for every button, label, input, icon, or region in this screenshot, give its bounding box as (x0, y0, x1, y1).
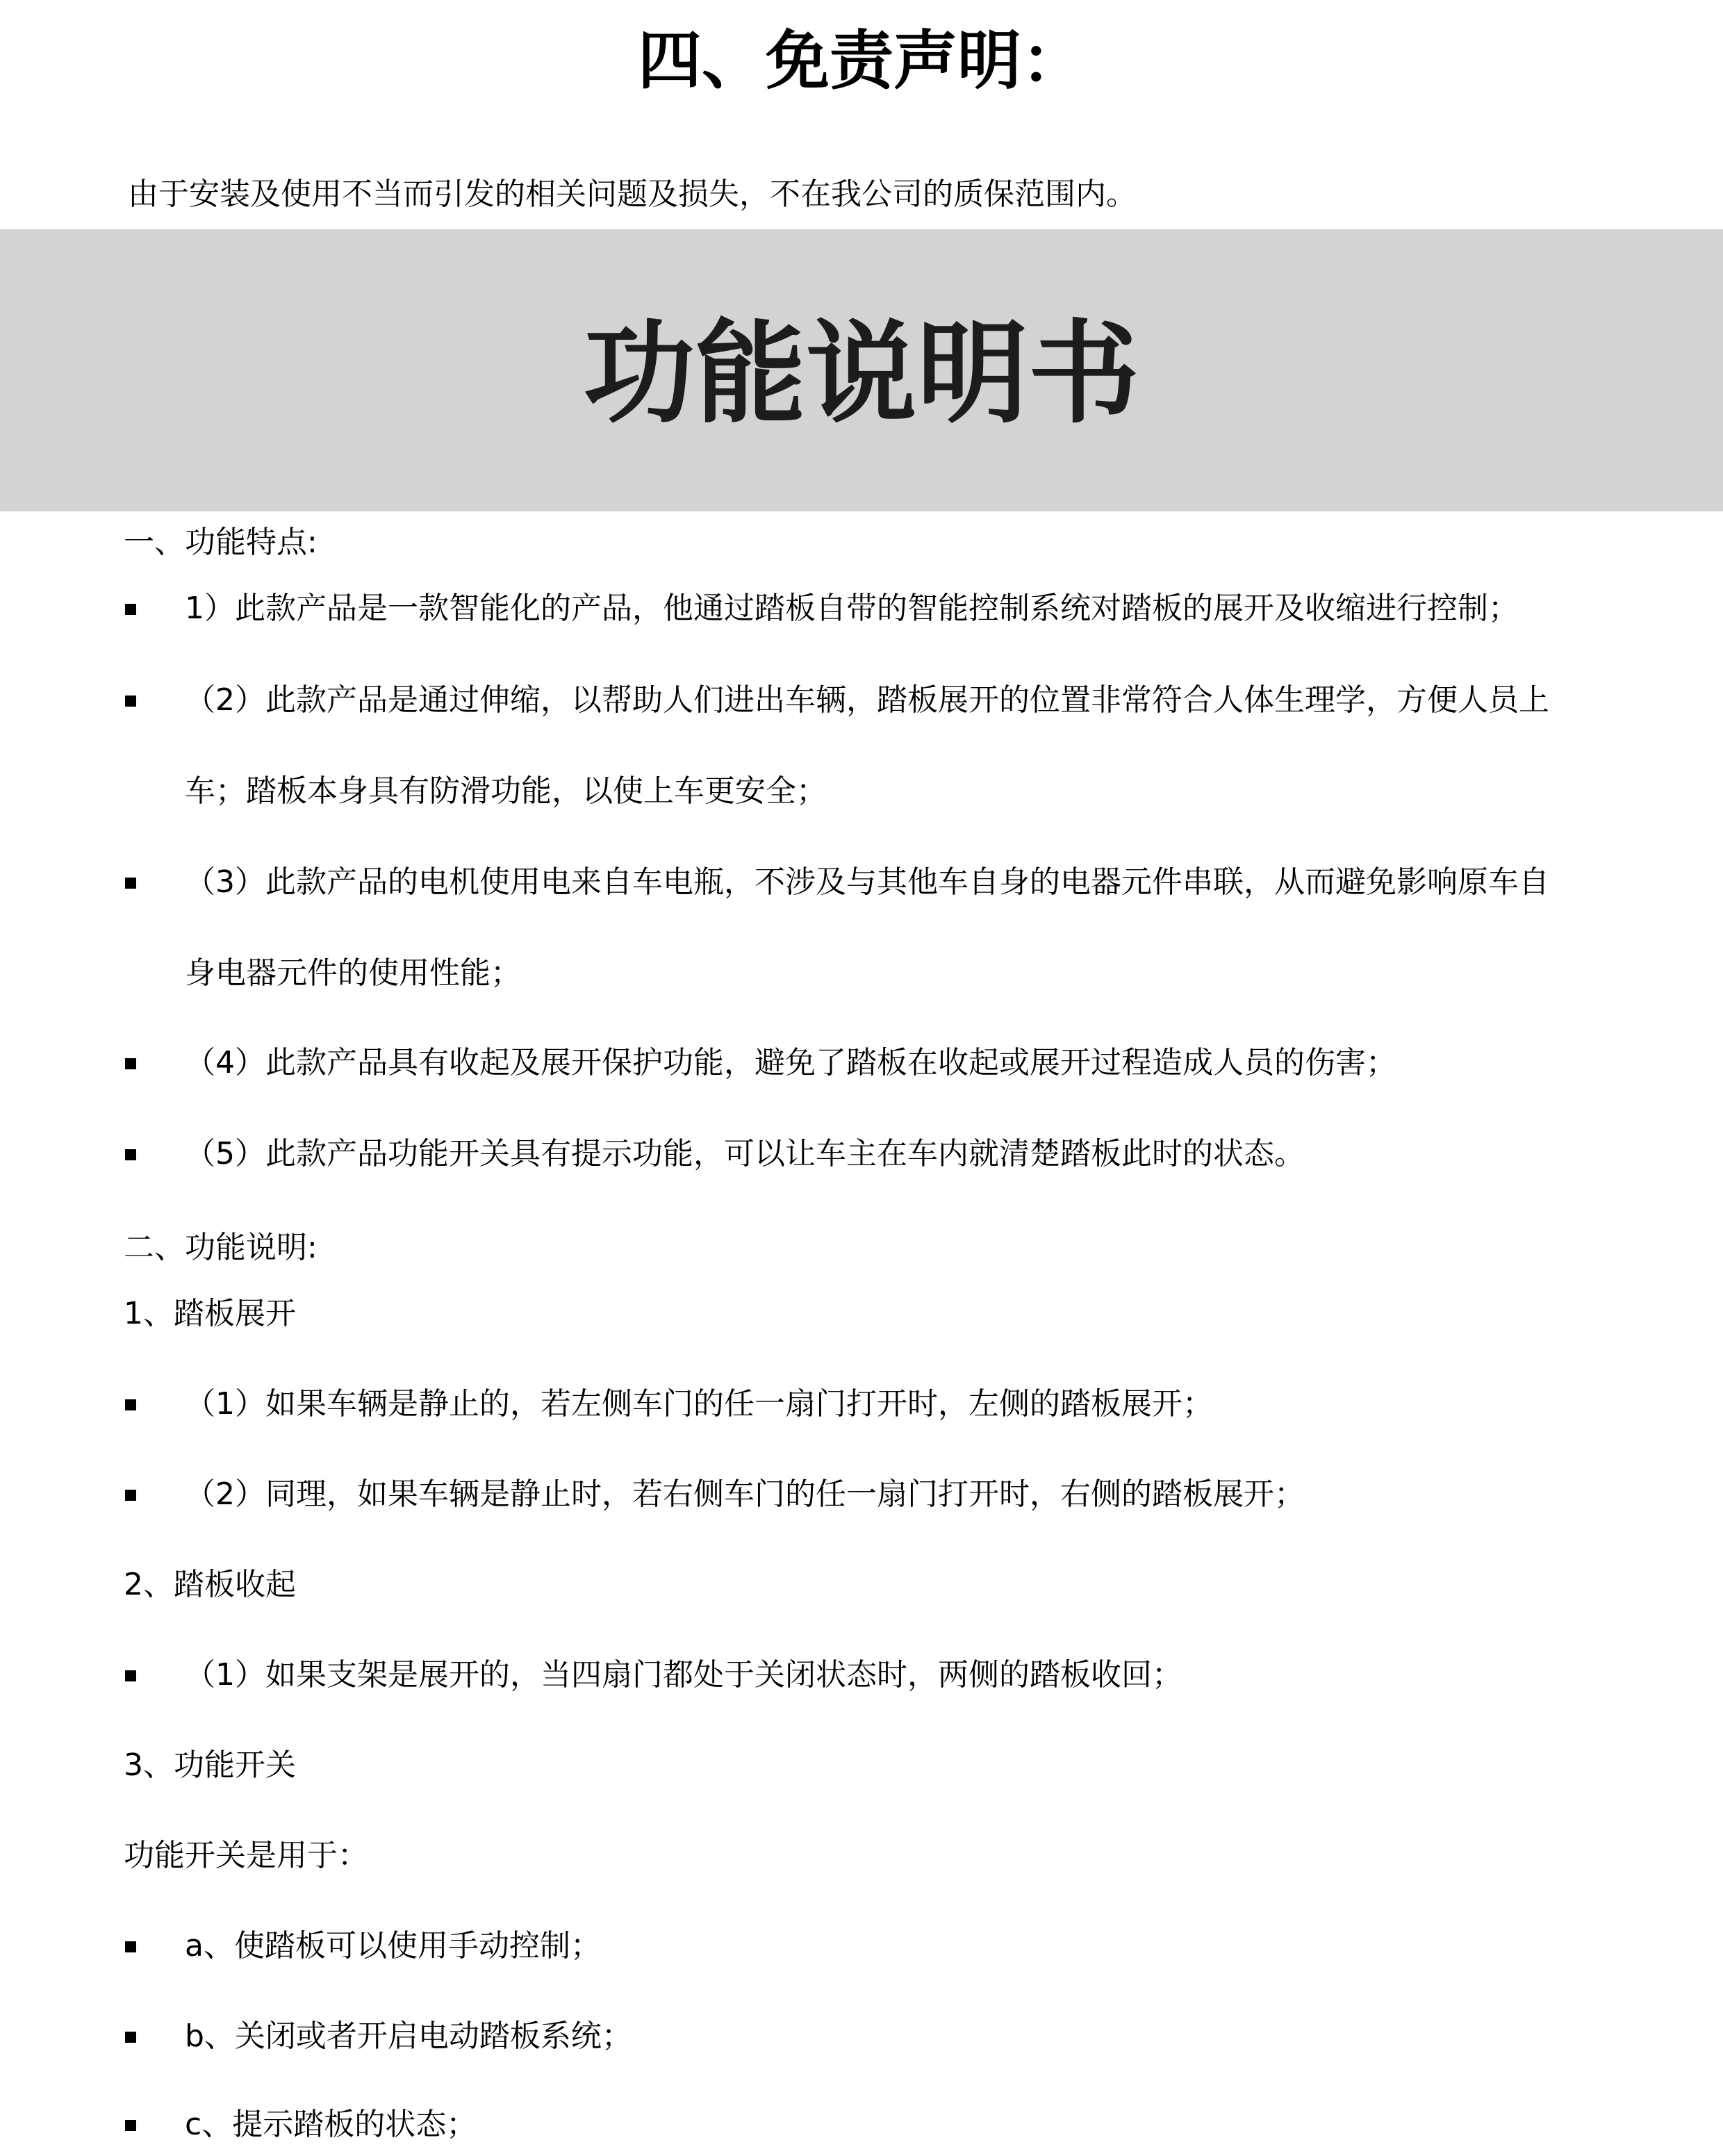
list-item (0, 669, 1723, 732)
list-item-text: （4）此款产品具有收起及展开保护功能，避免了踏板在收起或展开过程造成人员的伤害； (185, 1045, 1396, 1080)
list-item-text: （5）此款产品功能开关具有提示功能，可以让车主在车内就清楚踏板此时的状态。 (185, 1136, 1305, 1171)
list-item-text: （2）同理，如果车辆是静止时，若右侧车门的任一扇门打开时，右侧的踏板展开； (185, 1476, 1305, 1512)
title-banner (0, 229, 1723, 511)
list-item (0, 2005, 1723, 2068)
banner-title: 功能说明书 (583, 308, 1139, 438)
square-bullet-icon (125, 2032, 136, 2043)
list-item (0, 1644, 1723, 1706)
list-item-text: （3）此款产品的电机使用电来自车电瓶，不涉及与其他车自身的电器元件串联，从而避免影响原车自 (185, 864, 1549, 900)
list-item-text: c、提示踏板的状态； (185, 2107, 477, 2142)
list-item (0, 1463, 1723, 1526)
list-item (0, 1373, 1723, 1435)
section-title: 2、踏板收起 (124, 1567, 296, 1602)
list-item-text: 车；踏板本身具有防滑功能，以使上车更安全； (185, 773, 827, 809)
section-intro: 功能开关是用于： (124, 1838, 368, 1873)
list-item-text: 身电器元件的使用性能； (185, 955, 521, 991)
list-item-text: （2）此款产品是通过伸缩，以帮助人们进出车辆，踏板展开的位置非常符合人体生理学，方便人员上 (185, 682, 1549, 718)
square-bullet-icon (125, 2120, 136, 2131)
square-bullet-icon (125, 1941, 136, 1952)
square-bullet-icon (125, 696, 136, 707)
square-bullet-icon (125, 604, 136, 615)
list-item (0, 1123, 1723, 1185)
list-item-continuation (0, 760, 1723, 823)
list-item-text: （1）如果支架是展开的，当四扇门都处于关闭状态时，两侧的踏板收回； (185, 1657, 1182, 1693)
square-bullet-icon (125, 878, 136, 889)
list-item-text: 1）此款产品是一款智能化的产品，他通过踏板自带的智能控制系统对踏板的展开及收缩进行控制； (185, 591, 1519, 626)
section-title: 1、踏板展开 (124, 1296, 296, 1331)
list-item (0, 2093, 1723, 2156)
features-heading: 一、功能特点: (124, 525, 318, 560)
list-item (0, 851, 1723, 914)
square-bullet-icon (125, 1670, 136, 1681)
list-item (0, 1032, 1723, 1094)
disclaimer-text: 由于安装及使用不当而引发的相关问题及损失，不在我公司的质保范围内。 (128, 176, 1137, 212)
disclaimer-title: 四、免责声明： (637, 24, 1085, 98)
list-item-text: （1）如果车辆是静止的，若左侧车门的任一扇门打开时，左侧的踏板展开； (185, 1386, 1213, 1422)
square-bullet-icon (125, 1399, 136, 1410)
list-item (0, 577, 1723, 640)
functions-heading: 二、功能说明: (124, 1230, 318, 1265)
list-item-continuation (0, 942, 1723, 1005)
section-title: 3、功能开关 (124, 1747, 296, 1783)
list-item-text: a、使踏板可以使用手动控制； (185, 1928, 601, 1964)
list-item (0, 1915, 1723, 1977)
square-bullet-icon (125, 1149, 136, 1160)
square-bullet-icon (125, 1490, 136, 1501)
list-item-text: b、关闭或者开启电动踏板系统； (185, 2018, 632, 2054)
square-bullet-icon (125, 1058, 136, 1069)
